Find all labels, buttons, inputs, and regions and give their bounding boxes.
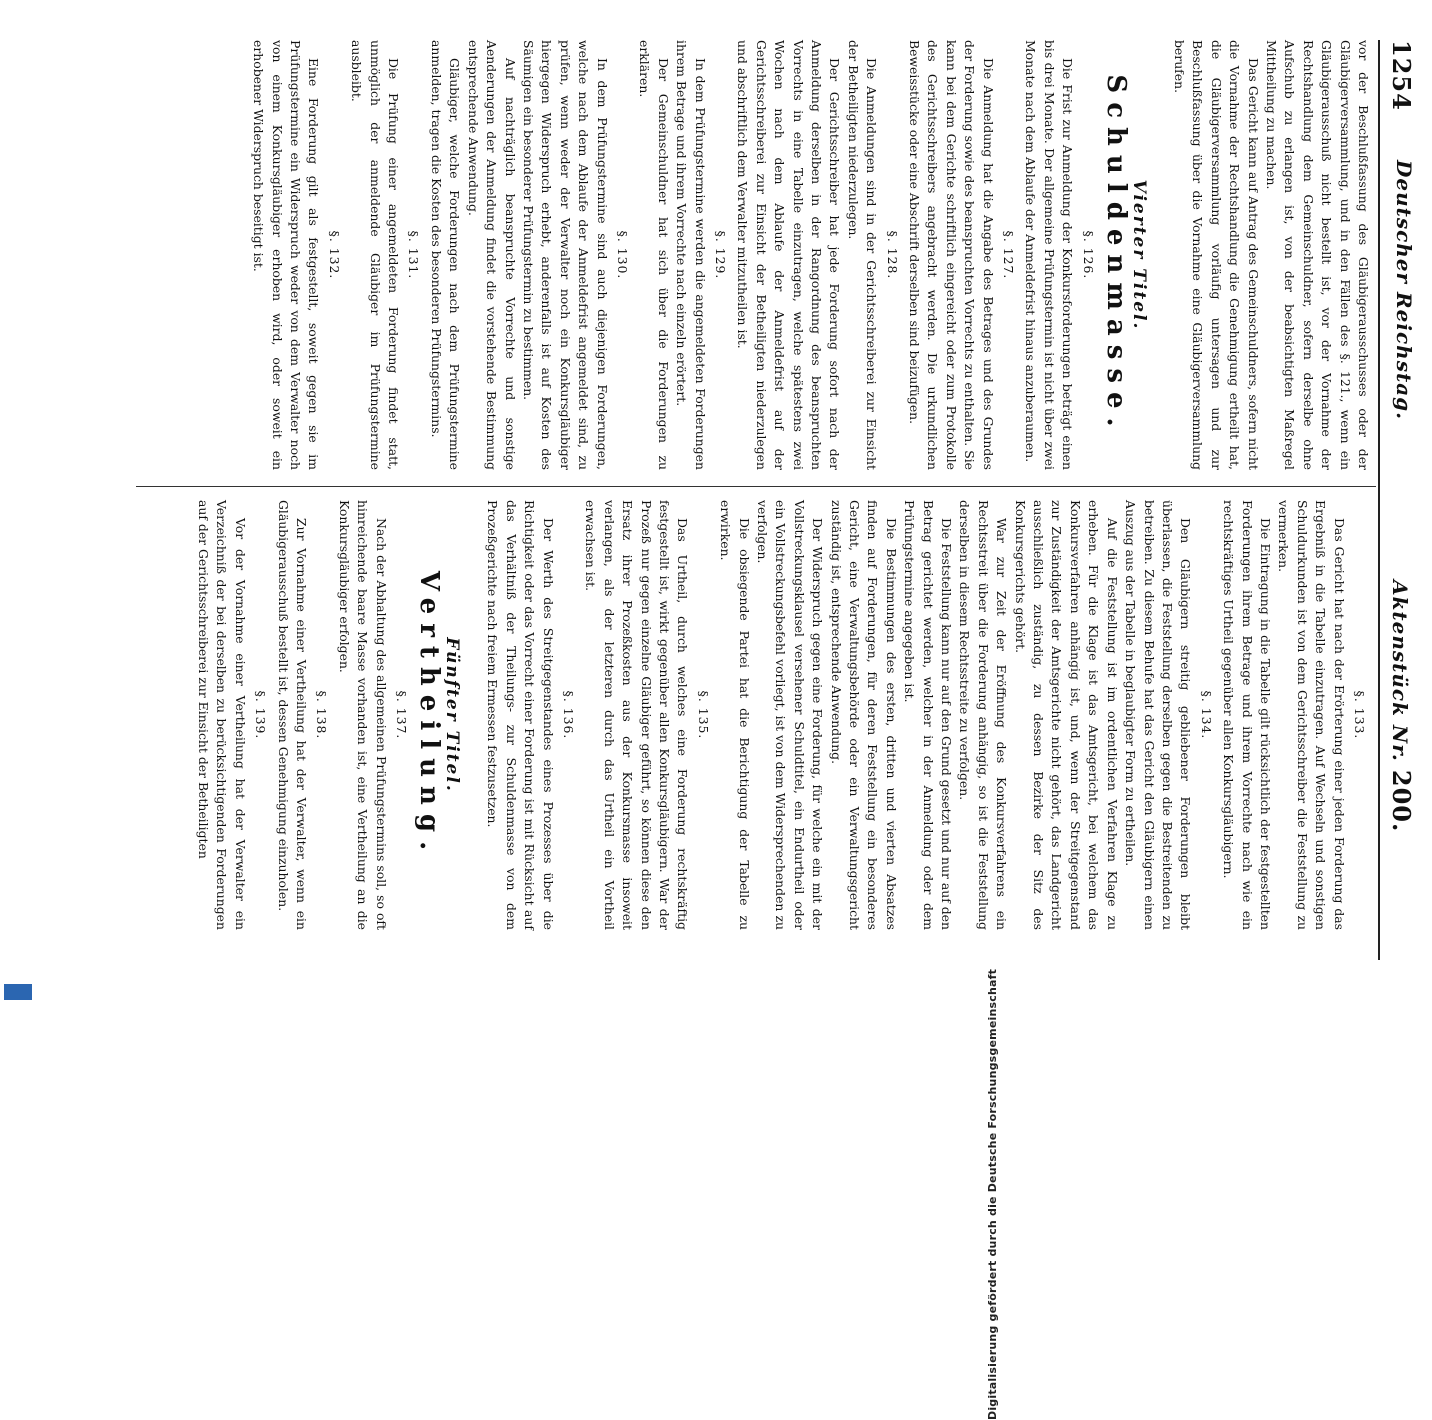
section-number: §. 136. [560, 690, 576, 740]
left-column [249, 40, 1372, 470]
section-number: §. 127. [1001, 230, 1017, 280]
section-number: §. 139. [253, 690, 269, 740]
digitization-credit: Digitalisierung gefördert durch die Deutsche Forschungsgemeinschaft [986, 968, 999, 1420]
header-right-title-text: Aktenstück Nr. [1388, 580, 1412, 762]
section-number: §. 132. [326, 230, 342, 280]
paragraph: Das Urtheil, durch welches eine Forderung rechtskräftig festgestellt ist, wirkt gegenüber allen Konkursgläubigern. War der Prozeß nur gegen einzelne Gläubiger geführt, so können diese den Ersatz ihrer Prozeßkosten aus der Konkursmasse insoweit verlangen, als der letzteren durch das Urtheil ein Vortheil erwachsen ist. [583, 500, 691, 930]
page-number: 1254 [1387, 40, 1416, 111]
paragraph: Das Gericht kann auf Antrag des Gemeinschuldners, sofern nicht die Vornahme der Rechtshandlung die Genehmigung ertheilt hat, die Gläubigerversammlung vorläufig untersagen und zur Beschlußfassung über die Vornahme eine Gläubigerversammlung berufen. [1171, 40, 1261, 470]
section-number: §. 126. [1080, 230, 1096, 280]
paragraph: Den Gläubigern streitig gebliebener Forderungen bleibt überlassen, die Feststellung derselben gegen die Bestreitenden zu betreiben. Zu diesem Behufe hat das Gericht den Gläubigern einen Auszug aus der Tabelle in beglaubigter Form zu ertheilen. [1123, 500, 1194, 930]
page-header [1378, 40, 1422, 960]
section-number: §. 128. [884, 230, 900, 280]
section-number: §. 129. [713, 230, 728, 280]
paragraph: Die Bestimmungen des ersten, dritten und vierten Absatzes finden auf Forderungen, für deren Feststellung ein besonderes Gericht, eine Verwaltungsbehörde oder ein Verwaltungsgericht zuständig ist, entsprechende Anwendung. [828, 500, 899, 930]
paragraph: Der Gemeinschuldner hat sich über die Forderungen zu erklären. [637, 40, 671, 470]
column-divider [136, 486, 1376, 487]
header-right-title [1387, 580, 1416, 832]
title-heading: Vertheilung. [414, 570, 445, 860]
paragraph: Der Gerichtsschreiber hat jede Forderung sofort nach der Anmeldung derselben in der Rangordnung des beanspruchten Vorrechts in eine Tabelle einzutragen, welche spätestens zwei Wochen nach dem Ablaufe der Anmeldefrist auf der Gerichtsschreiberei zur Einsicht der Betheiligten niederzulegen und abschriftlich dem Verwalter mitzutheilen ist. [735, 40, 843, 470]
paragraph: Das Gericht hat nach der Erörterung einer jeden Forderung das Ergebniß in die Tabelle einzutragen. Auf Wechseln und sonstigen Schuldurkunden ist von dem Gerichtsschreiber die Feststellung zu vermerken. [1276, 500, 1347, 930]
right-column [194, 500, 1372, 930]
paragraph: Nach der Abhaltung des allgemeinen Prüfungstermins soll, so oft hinreichende baare Masse vorhanden ist, eine Vertheilung an die Konkursgläubiger erfolgen. [336, 500, 389, 930]
title-label: Fünfter Titel. [441, 637, 462, 793]
document-number: 200. [1387, 769, 1416, 833]
paragraph: Die Feststellung kann nur auf den Grund gesetzt und nur auf den Betrag gerichtet werden, welcher in der Anmeldung oder dem Prüfungstermine angegeben ist. [902, 500, 955, 930]
paragraph: Die Eintragung in die Tabelle gilt rücksichtlich der festgestellten Forderungen ihrem Betrage und ihrem Vorrechte nach wie ein rechtskräftiges Urtheil gegenüber allen Konkursgläubigern. [1221, 500, 1273, 930]
paragraph: Gläubiger, welche Forderungen nach dem Prüfungstermine anmelden, tragen die Kosten des besonderen Prüfungstermins. [428, 40, 463, 470]
section-number: §. 133. [1352, 690, 1367, 740]
paragraph: Die Prüfung einer angemeldeten Forderung findet statt, unmöglich der anmeldende Gläubiger im Prüfungstermine ausbleibt. [349, 40, 402, 470]
paragraph: Die obsiegende Partei hat die Berichtigung der Tabelle zu erwirken. [718, 500, 752, 930]
paragraph: vor der Beschlußfassung des Gläubigerausschusses oder der Gläubigerversammlung, und in den Fällen des §. 121., wenn ein Gläubigerausschuß nicht bestellt ist, vor der Vornahme der Rechtshandlung dem Gemeinschuldner, sofern derselbe ohne Aufschub zu erlangen ist, von der beabsichtigten Maßregel Mittheilung zu machen. [1263, 40, 1371, 470]
section-number: §. 130. [614, 230, 630, 280]
paragraph: Der Widerspruch gegen eine Forderung, für welche ein mit der Vollstreckungsklausel versehener Schuldtitel, ein Endurtheil oder ein Vollstreckungsbefehl vorliegt, ist von dem Widersprechenden zu verfolgen. [755, 500, 826, 930]
section-number: §. 138. [314, 690, 330, 740]
section-number: §. 135. [695, 690, 711, 740]
section-number: §. 137. [394, 690, 410, 740]
title-label: Vierter Titel. [1128, 179, 1149, 331]
title-heading: Schuldenmasse. [1101, 74, 1132, 436]
paragraph: War zur Zeit der Eröffnung des Konkursverfahrens ein Rechtsstreit über die Forderung anhängig, so ist die Feststellung derselben in diesem Rechtsstreite zu verfolgen. [957, 500, 1010, 930]
header-left-title: Deutscher Reichstag. [1392, 160, 1416, 421]
paragraph: Auf nachträglich beanspruchte Vorrechte und sonstige Aenderungen der Anmeldung findet die vorstehende Bestimmung entsprechende Anwendung. [465, 40, 518, 470]
paragraph: Eine Forderung gilt als festgestellt, soweit gegen sie im Prüfungstermine ein Widerspruch weder von dem Verwalter noch von einem Konkursgläubiger erhoben wird, oder soweit ein erhobener Widerspruch beseitigt ist. [251, 40, 322, 470]
paragraph: In dem Prüfungstermine sind auch diejenigen Forderungen, welche nach dem Ablaufe der Anmeldefrist angemeldet sind, zu prüfen, wenn weder der Verwalter noch ein Konkursgläubiger hiergegen Widerspruch erhebt, anderenfalls ist auf Kosten des Säumigen ein besonderer Prüfungstermin zu bestimmen. [520, 40, 610, 470]
dfg-logo [4, 984, 32, 1000]
paragraph: Vor der Vornahme einer Vertheilung hat der Verwalter ein Verzeichniß der bei derselben zu berücksichtigenden Forderungen auf der Gerichtsschreiberei zur Einsicht der Betheiligten [196, 500, 248, 930]
paragraph: Auf die Feststellung ist im ordentlichen Verfahren Klage zu erheben. Für die Klage ist das Amtsgericht, bei welchem das Konkursverfahren anhängig ist, und, wenn der Streitgegenstand zur Zuständigkeit der Amtsgerichte nicht gehört, das Landgericht ausschließlich zuständig, zu dessen Bezirke der Sitz des Konkursgerichts gehört. [1012, 500, 1120, 930]
paragraph: Zur Vornahme einer Vertheilung hat der Verwalter, wenn ein Gläubigerausschuß bestellt ist, dessen Genehmigung einzuholen. [275, 500, 310, 930]
paragraph: Die Anmeldungen sind in der Gerichtsschreiberei zur Einsicht der Betheiligten niederzulegen. [845, 40, 880, 470]
section-number: §. 134. [1198, 690, 1214, 740]
header-rule [1378, 40, 1380, 960]
paragraph: Die Anmeldung hat die Angabe des Betrages und des Grundes der Forderung sowie des beanspruchten Vorrechts zu enthalten. Sie kann bei dem Gerichte schriftlich eingereicht oder zum Protokolle des Gerichtsschreibers angebracht werden. Die urkundlichen Beweisstücke oder eine Abschrift derselben sind beizufügen. [907, 40, 996, 470]
paragraph: In dem Prüfungstermine werden die angemeldeten Forderungen ihrem Betrage und ihrem Vorrechte nach einzeln erörtert. [674, 40, 708, 470]
section-number: §. 131. [406, 230, 422, 280]
paragraph: Die Frist zur Anmeldung der Konkursforderungen beträgt einen bis drei Monate. Der allgemeine Prüfungstermin ist nicht über zwei Monate nach dem Ablaufe der Anmeldefrist hinaus anzuberaumen. [1023, 40, 1076, 470]
paragraph: Der Werth des Streitgegenstandes eines Prozesses über die Richtigkeit oder das Vorrecht einer Forderung ist mit Rücksicht auf das Verhältniß der Theilungs- zur Schuldenmasse von dem Prozeßgerichte nach freiem Ermessen festzusetzen. [485, 500, 556, 930]
